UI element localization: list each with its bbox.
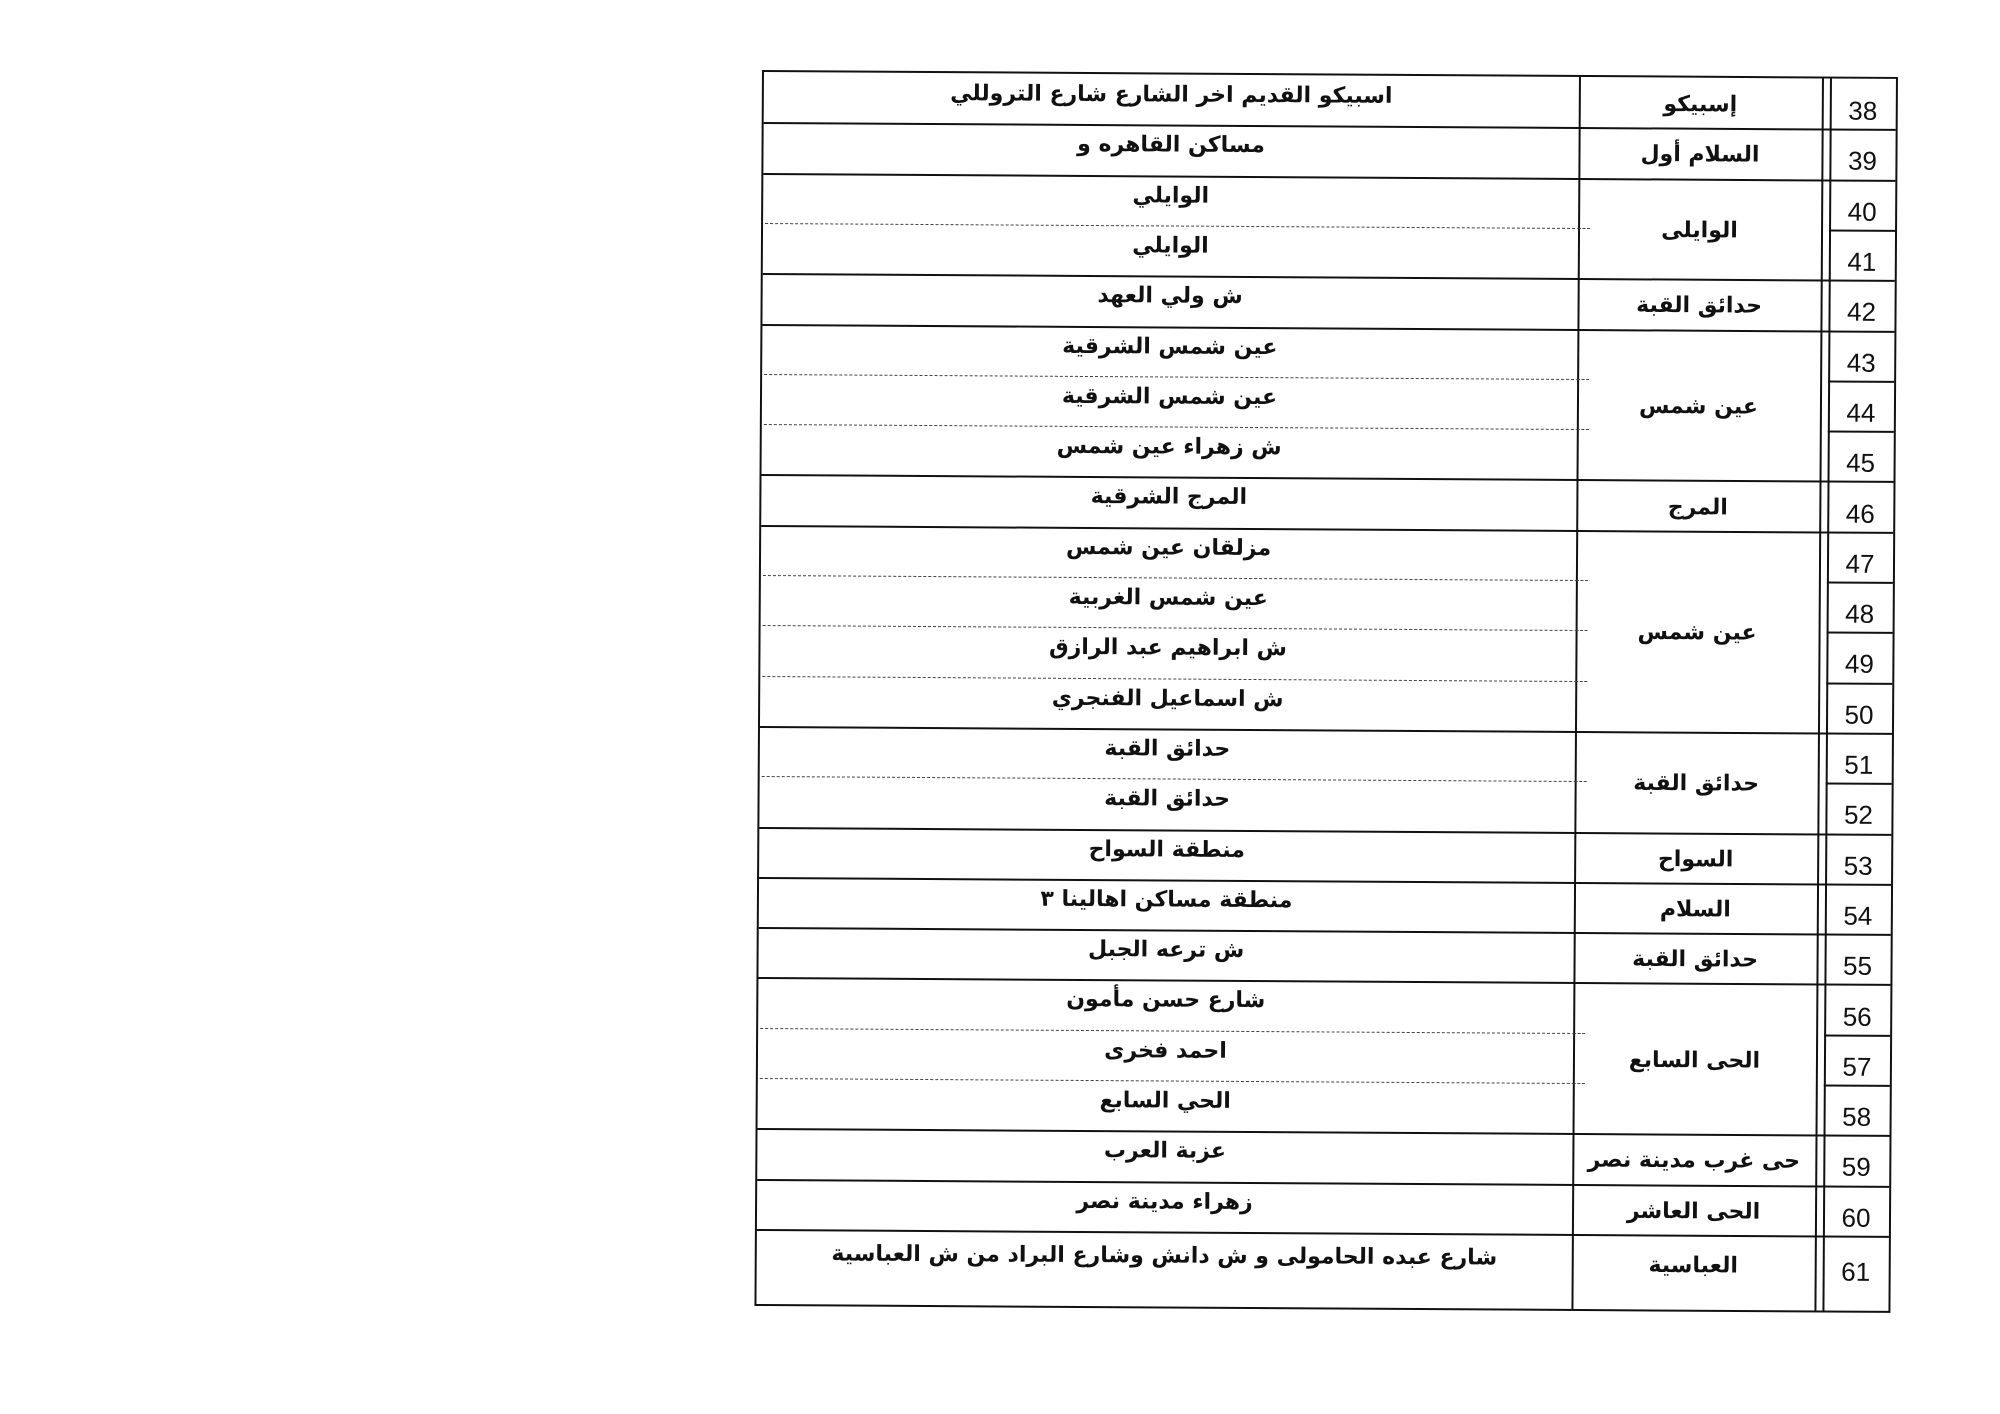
street-name: الحي السابع: [1099, 1088, 1231, 1114]
table-row: [758, 1078, 1890, 1135]
district-group: [759, 877, 1891, 934]
row-number: 55: [1842, 950, 1873, 982]
street-name: ش ابراهيم عبد الرازق: [1048, 635, 1288, 662]
row-number: 48: [1845, 598, 1875, 629]
street-name: حدائق القبة: [1104, 786, 1231, 813]
street-name: عين شمس الغربية: [1068, 584, 1268, 612]
number-cell-divider: [1824, 1034, 1890, 1036]
district-name: السلام: [1659, 896, 1731, 923]
number-cell-divider: [1826, 783, 1892, 785]
street-name: احمد فخرى: [1104, 1037, 1227, 1064]
row-number: 58: [1842, 1101, 1872, 1132]
street-name: اسبيكو القديم اخر الشارع شارع التروللي: [950, 81, 1393, 109]
district-name: حدائق القبة: [1636, 293, 1763, 319]
table-row: [760, 726, 1892, 783]
table-row: [764, 72, 1896, 129]
row-number: 50: [1844, 699, 1874, 730]
street-name: ش زهراء عين شمس: [1056, 433, 1282, 461]
table-row: [760, 625, 1892, 682]
row-number: 38: [1848, 95, 1878, 126]
district-name: إسبيكو: [1663, 92, 1738, 118]
street-name: ش ترعه الجبل: [1087, 937, 1245, 964]
street-name: عين شمس الشرقية: [1061, 383, 1278, 410]
row-dashed-divider-tick: [1575, 781, 1587, 782]
district-group: [762, 324, 1895, 482]
row-number: 56: [1842, 1001, 1872, 1032]
street-name: ش ولي العهد: [1097, 283, 1243, 310]
street-name: منطقة مساكن اهالينا ٣: [1040, 886, 1293, 914]
street-name: شارع حسن مأمون: [1066, 987, 1266, 1014]
street-name: شارع عبده الحامولى و ش دانش وشارع البراد من ش العباسية: [831, 1241, 1498, 1271]
row-number: 42: [1846, 296, 1877, 328]
row-number: 44: [1846, 397, 1876, 428]
row-number: 41: [1847, 246, 1877, 277]
row-number: 61: [1841, 1256, 1871, 1287]
districts-table: [754, 70, 1898, 1313]
row-number: 57: [1842, 1051, 1872, 1082]
street-name: منطقة السواح: [1088, 836, 1245, 863]
district-group: [761, 474, 1893, 531]
district-group: [763, 122, 1895, 179]
table-row: [762, 324, 1894, 381]
row-dashed-divider-tick: [1577, 379, 1589, 380]
street-name: المرج الشرقية: [1090, 484, 1248, 511]
table-body: [764, 72, 1896, 1287]
district-name: عين شمس: [1638, 393, 1759, 420]
district-group: [758, 977, 1891, 1135]
table-row: [760, 676, 1892, 733]
district-group: [759, 826, 1891, 883]
row-dashed-divider-tick: [1576, 630, 1588, 631]
number-cell-divider: [1828, 431, 1894, 433]
table-row: [759, 877, 1891, 934]
district-name: حى غرب مدينة نصر: [1587, 1148, 1801, 1175]
table-row: [758, 1028, 1890, 1085]
district-group: [759, 726, 1892, 834]
district-name: العباسية: [1648, 1252, 1738, 1279]
district-group: [764, 72, 1896, 129]
district-name: الوايلى: [1661, 217, 1738, 244]
row-number: 45: [1846, 447, 1876, 479]
street-name: زهراء مدينة نصر: [1076, 1188, 1253, 1215]
district-name: حدائق القبة: [1632, 947, 1759, 973]
table-row: [757, 1128, 1889, 1185]
table-row: [759, 826, 1891, 883]
district-name: المرج: [1667, 494, 1728, 520]
table-row: [759, 776, 1891, 833]
row-dashed-divider-tick: [1577, 429, 1589, 430]
district-name: السواح: [1657, 846, 1734, 873]
row-number: 59: [1841, 1152, 1871, 1183]
row-dashed-divider-tick: [1576, 580, 1588, 581]
district-group: [760, 525, 1893, 733]
street-name: الوايلي: [1132, 233, 1209, 259]
row-number: 60: [1841, 1202, 1871, 1233]
row-dashed-divider-tick: [1573, 1083, 1585, 1084]
table-row: [761, 474, 1893, 531]
street-name: ش اسماعيل الفنجري: [1051, 685, 1284, 712]
district-name: الحى السابع: [1628, 1047, 1761, 1074]
street-name: عين شمس الشرقية: [1062, 333, 1278, 360]
row-number: 39: [1847, 146, 1878, 177]
row-dashed-divider-tick: [1578, 228, 1590, 229]
table-row: [762, 374, 1894, 431]
table-row: [761, 575, 1893, 632]
table-row: [763, 223, 1895, 280]
district-name: عين شمس: [1637, 620, 1757, 646]
street-name: عزبة العرب: [1103, 1138, 1226, 1165]
street-name: مزلقان عين شمس: [1065, 534, 1272, 561]
number-cell-divider: [1826, 682, 1892, 684]
row-number: 47: [1845, 548, 1875, 579]
table-row: [758, 977, 1890, 1034]
district-name: الحى العاشر: [1626, 1198, 1761, 1225]
street-name: حدائق القبة: [1104, 735, 1231, 762]
row-number: 54: [1843, 900, 1873, 931]
row-number: 49: [1844, 649, 1874, 680]
district-name: حدائق القبة: [1633, 771, 1760, 797]
district-group: [757, 1229, 1889, 1294]
row-number: 46: [1845, 498, 1875, 529]
table-row: [763, 122, 1895, 179]
row-number: 43: [1846, 347, 1876, 378]
table-row: [762, 424, 1894, 481]
row-number: 53: [1843, 850, 1873, 881]
district-group: [763, 173, 1896, 281]
row-number: 51: [1844, 749, 1874, 780]
table-row: [761, 525, 1893, 582]
row-number: 40: [1847, 196, 1877, 227]
number-cell-divider: [1824, 1084, 1890, 1086]
street-name: الوايلي: [1132, 182, 1210, 209]
table-row: [757, 1179, 1889, 1236]
street-name: مساكن القاهره و: [1077, 132, 1265, 159]
district-group: [757, 1128, 1889, 1185]
district-name: السلام أول: [1640, 142, 1760, 169]
number-cell-divider: [1828, 380, 1894, 382]
district-group: [762, 273, 1894, 330]
number-cell-divider: [1827, 632, 1893, 634]
row-number: 52: [1843, 799, 1874, 831]
table-row: [763, 173, 1895, 230]
district-group: [758, 927, 1890, 984]
number-cell-divider: [1827, 581, 1893, 583]
table-row: [757, 1229, 1889, 1294]
table-row: [758, 927, 1890, 984]
number-cell-divider: [1829, 229, 1895, 231]
row-dashed-divider-tick: [1573, 1033, 1585, 1034]
district-group: [757, 1179, 1889, 1236]
table-row: [762, 273, 1894, 330]
row-dashed-divider-tick: [1575, 681, 1587, 682]
